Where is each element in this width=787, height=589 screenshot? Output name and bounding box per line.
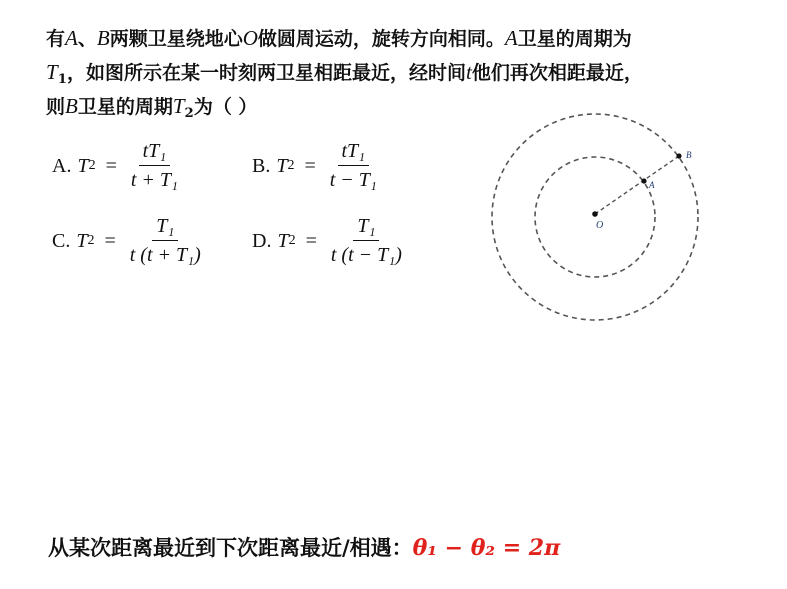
- option-lhs: T: [76, 229, 88, 252]
- text-segment: 他们再次相距最近，: [471, 62, 643, 84]
- var-t: t: [465, 60, 472, 84]
- equals-sign: =: [305, 229, 317, 252]
- option-label: A.: [52, 154, 72, 177]
- fraction: [126, 215, 205, 267]
- earth-center-point: [592, 211, 598, 217]
- problem-line-2: [46, 56, 756, 90]
- equals-sign: =: [105, 154, 117, 177]
- option-b[interactable]: B. T 2 = $\frac{\text{tT₁}}{\text{t − T₁}}$: [252, 140, 381, 192]
- numerator: T₁: [152, 215, 178, 241]
- summary-text: 从某次距离最近到下次距离最近/相遇：: [48, 536, 413, 560]
- equals-sign: =: [304, 154, 316, 177]
- numerator: tT₁: [139, 140, 171, 166]
- denominator: t (t + T₁): [129, 244, 201, 266]
- denominator: t + T₁: [130, 169, 178, 191]
- var-t1: T: [46, 60, 58, 84]
- var-a: A: [65, 26, 78, 50]
- option-a[interactable]: A. T 2 = $\frac{\text{tT₁}}{\text{t + T₁}}$: [52, 140, 182, 192]
- orbit-diagram: [488, 110, 702, 324]
- var-o: O: [242, 26, 258, 50]
- label-a: A: [649, 180, 655, 190]
- problem-line-1: [46, 22, 756, 56]
- option-lhs: T: [77, 154, 89, 177]
- numerator: T₁: [353, 215, 379, 241]
- summary-line: [48, 532, 560, 562]
- text-segment: ，如图所示在某一时刻两卫星相距最近，经时间: [66, 62, 466, 84]
- option-label: D.: [252, 229, 272, 252]
- text-segment: 做圆周运动，旋转方向相同。: [257, 28, 505, 50]
- denominator: t − T₁: [329, 169, 377, 191]
- subscript: 1: [57, 72, 67, 87]
- option-lhs: T: [276, 154, 288, 177]
- label-o: O: [596, 220, 604, 231]
- var-b: B: [65, 94, 78, 118]
- equals-sign: =: [104, 229, 116, 252]
- label-b: B: [686, 150, 692, 160]
- option-lhs: T: [277, 229, 289, 252]
- fraction: [326, 140, 381, 192]
- satellite-b-point: [676, 153, 681, 158]
- var-a: A: [504, 26, 518, 50]
- text-segment: 两颗卫星绕地心: [109, 28, 243, 50]
- var-b: B: [96, 26, 110, 50]
- outer-orbit: [492, 114, 698, 320]
- denominator: t (t − T₁): [330, 244, 402, 266]
- text-segment: 卫星的周期为: [517, 28, 632, 50]
- alignment-line: [595, 156, 679, 214]
- subscript: 2: [184, 106, 194, 121]
- summary-formula: θ₁ − θ₂ = 2π: [412, 535, 561, 561]
- numerator: tT₁: [338, 140, 370, 166]
- option-label: C.: [52, 229, 71, 252]
- option-label: B.: [252, 154, 271, 177]
- text-segment: 则: [46, 96, 66, 118]
- fraction: [127, 140, 182, 192]
- text-segment: 为（ ）: [193, 96, 258, 118]
- var-t2: T: [172, 94, 185, 118]
- text-segment: 有: [46, 28, 66, 50]
- text-segment: 卫星的周期: [77, 96, 173, 118]
- text-segment: 、: [77, 28, 97, 50]
- inner-orbit: [535, 157, 655, 277]
- satellite-a-point: [641, 178, 646, 183]
- fraction: [327, 215, 406, 267]
- option-c[interactable]: C. T 2 = $\frac{\text{T₁}}{\text{t (t + T₁)}}$: [52, 215, 205, 267]
- option-d[interactable]: D. T 2 = $\frac{\text{T₁}}{\text{t (t − T₁)}}$: [252, 215, 406, 267]
- problem-statement: [46, 22, 756, 124]
